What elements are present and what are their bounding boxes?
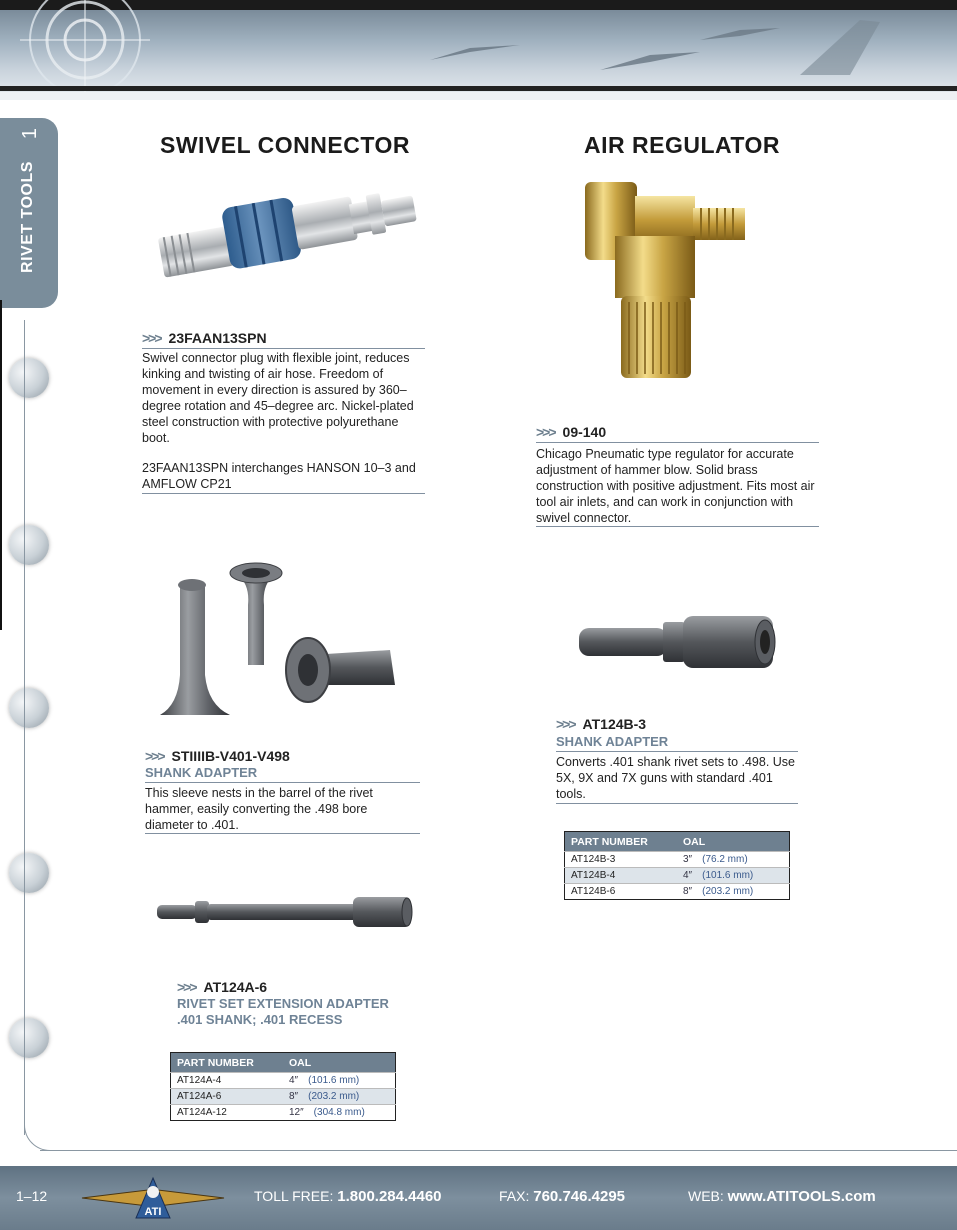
page-number: 1–12 [16, 1188, 48, 1204]
at124a-subtitle-2: .401 SHANK; .401 RECESS [177, 1012, 343, 1027]
header-highlight [0, 92, 957, 100]
divider [556, 751, 798, 752]
oal-inches: 12″ [289, 1107, 304, 1118]
swivel-part-number-text: 23FAAN13SPN [168, 330, 267, 346]
regulator-title: AIR REGULATOR [584, 132, 781, 158]
swivel-title: SWIVEL CONNECTOR [160, 132, 410, 158]
column-header: OAL [283, 1053, 396, 1073]
at124b-description: Converts .401 shank rivet sets to .498. Use 5X, 9X and 7X guns with standard .401 tools. [556, 755, 796, 801]
logo-text: ATI [144, 1206, 162, 1218]
chevron-right-icon: >>> [536, 424, 555, 440]
oal-cell [283, 1105, 396, 1121]
fax [499, 1188, 625, 1205]
oal-inches: 4″ [683, 870, 693, 881]
web-label: WEB: [688, 1188, 724, 1204]
shank-adapter-sleeves-image [160, 555, 410, 730]
divider [142, 493, 425, 494]
fax-number: 760.746.4295 [533, 1188, 626, 1205]
swivel-part-number [142, 330, 425, 349]
sleeve-part-number-text: STIIIIB-V401-V498 [171, 748, 290, 764]
swivel-description: Swivel connector plug with flexible joint, reduces kinking and twisting of air hose. Freedom of movement in every direction is assured by 360–degree rotation and 45–degree arc. Nickel-plated steel construction with protective polyurethane boot. [142, 351, 414, 445]
frame-line [40, 1150, 957, 1151]
header-bottom-stripe [0, 86, 957, 91]
divider [145, 833, 420, 834]
air-regulator-image [585, 176, 785, 386]
at124a-part-number-text: AT124A-6 [203, 979, 268, 995]
oal-mm: (304.8 mm) [313, 1107, 365, 1118]
column-header: PART NUMBER [171, 1053, 284, 1073]
section-number: 1 [19, 127, 42, 140]
oal-mm: (203.2 mm) [308, 1091, 360, 1102]
header-banner [0, 0, 957, 100]
section-tab[interactable] [0, 118, 58, 308]
toll-label: TOLL FREE: [254, 1188, 334, 1204]
at124a-spec-table [170, 1052, 396, 1121]
oal-inches: 8″ [683, 886, 693, 897]
oal-cell [677, 884, 790, 900]
divider [145, 782, 420, 783]
website[interactable] [688, 1188, 876, 1205]
divider [536, 526, 819, 527]
part-cell: AT124B-4 [565, 868, 678, 884]
divider [556, 803, 798, 804]
banner-graphic [0, 0, 957, 92]
left-edge-line [0, 300, 2, 630]
ati-wings-logo [78, 1174, 228, 1222]
column-header: OAL [677, 832, 790, 852]
oal-mm: (101.6 mm) [308, 1075, 360, 1086]
table-row [565, 884, 790, 900]
oal-mm: (101.6 mm) [702, 870, 754, 881]
oal-cell [283, 1089, 396, 1105]
section-label: RIVET TOOLS [19, 161, 36, 273]
part-cell: AT124B-3 [565, 852, 678, 868]
toll-number: 1.800.284.4460 [337, 1188, 442, 1205]
chevron-right-icon: >>> [177, 979, 196, 995]
table-row [171, 1089, 396, 1105]
swivel-note: 23FAAN13SPN interchanges HANSON 10–3 and AMFLOW CP21 [142, 461, 416, 491]
web-link[interactable]: www.ATITOOLS.com [727, 1188, 876, 1205]
table-header-row [171, 1053, 396, 1073]
oal-mm: (203.2 mm) [702, 886, 754, 897]
part-cell: AT124A-6 [171, 1089, 284, 1105]
globe-icon [9, 1018, 49, 1058]
at124b-part-number [556, 716, 796, 734]
at124b-part-number-text: AT124B-3 [582, 716, 647, 732]
table-row [171, 1073, 396, 1089]
at124a-extension-image [155, 893, 415, 933]
regulator-part-number-text: 09-140 [562, 424, 607, 440]
table-row [565, 868, 790, 884]
frame-line [24, 320, 25, 1135]
globe-icon [9, 525, 49, 565]
at124b-adapter-image [575, 612, 780, 672]
oal-inches: 8″ [289, 1091, 299, 1102]
oal-mm: (76.2 mm) [702, 854, 748, 865]
regulator-description: Chicago Pneumatic type regulator for accurate adjustment of hammer blow. Solid brass construction with positive adjustment. Fits most air tool air inlets, and can work in conjunction with swivel connector. [536, 447, 815, 525]
sleeve-subtitle: SHANK ADAPTER [145, 765, 258, 780]
frame-corner [24, 1120, 55, 1151]
chevron-right-icon: >>> [556, 716, 575, 732]
column-header: PART NUMBER [565, 832, 678, 852]
globe-icon [9, 688, 49, 728]
oal-cell [677, 852, 790, 868]
swivel-connector-image [140, 168, 430, 288]
sleeve-part-number [145, 748, 420, 766]
globe-icon [9, 853, 49, 893]
at124a-part-number [177, 979, 397, 997]
at124a-subtitle: RIVET SET EXTENSION ADAPTER [177, 996, 389, 1011]
at124b-subtitle: SHANK ADAPTER [556, 734, 669, 749]
chevron-right-icon: >>> [145, 748, 164, 764]
table-row [171, 1105, 396, 1121]
table-row [565, 852, 790, 868]
oal-cell [677, 868, 790, 884]
part-cell: AT124B-6 [565, 884, 678, 900]
fax-label: FAX: [499, 1188, 530, 1204]
footer-bar [0, 1166, 957, 1230]
regulator-part-number [536, 424, 819, 443]
sleeve-description: This sleeve nests in the barrel of the rivet hammer, easily converting the .498 bore diameter to .401. [145, 786, 373, 832]
oal-inches: 4″ [289, 1075, 299, 1086]
oal-cell [283, 1073, 396, 1089]
table-header-row [565, 832, 790, 852]
toll-free [254, 1188, 442, 1205]
at124b-spec-table [564, 831, 790, 900]
globe-icon [9, 358, 49, 398]
part-cell: AT124A-4 [171, 1073, 284, 1089]
part-cell: AT124A-12 [171, 1105, 284, 1121]
chevron-right-icon: >>> [142, 330, 161, 346]
oal-inches: 3″ [683, 854, 693, 865]
